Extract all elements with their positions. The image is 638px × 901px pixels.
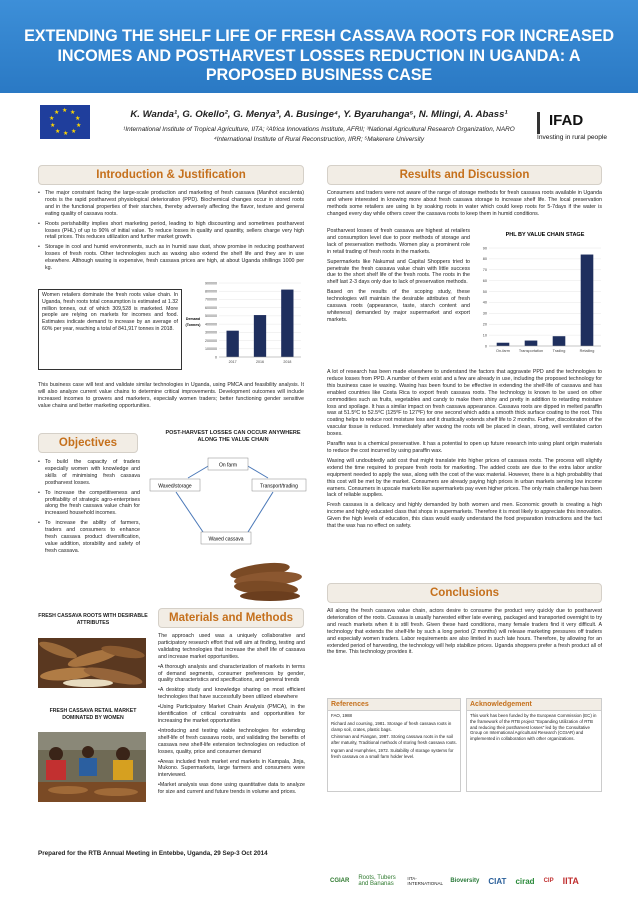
bar xyxy=(281,290,293,357)
cassava-roots-photo xyxy=(230,555,305,603)
x-tick-label: Trading xyxy=(552,349,566,353)
results-paragraph: Paraffin wax is a chemical preservative. It has a potential to open up future research into using plant origin materials to reduce the cost incurred by using paraffin wax. xyxy=(327,441,602,454)
y-tick-label: 30 xyxy=(482,311,487,316)
objective-bullet: • To increase the competitiveness and profitability of strategic agro-enterprises along the fresh cassava value chain for increased household incomes. xyxy=(38,490,140,518)
phl-chart xyxy=(475,228,605,358)
cip-logo: CIP xyxy=(543,878,554,884)
diagram-node-label: Waxed/storage xyxy=(158,483,192,490)
methods-heading: Materials and Methods xyxy=(158,608,304,628)
rtb-logo: Roots, Tubers and Bananas xyxy=(358,875,396,887)
ifad-tagline: Investing in rural people xyxy=(537,134,608,141)
methods-paragraph: •A desktop study and knowledge sharing on most efficient technologies that have successfully been utilized elsewhere xyxy=(158,687,305,701)
intro-bullet: • Roots perishability implies short marketing period, leading to high discounting and sometimes postharvest losses (PHL) of up to 90% of initial value. To reduce losses in quality and quantity, sellers charge very high retail prices. This reduces utilization and further market growth. xyxy=(38,221,304,242)
bar xyxy=(227,331,239,357)
results-paragraph: Fresh cassava is a delicacy and highly demanded by both women and men. Economic growth is creating a high income and highly educated class that shops in supermarkets. Therefore it is most likely to appreciate this innovation. Given the high levels of education, this class would easily understand the food preparation instructions and the fact that the wax has no effect on safety. xyxy=(327,502,602,530)
authors: K. Wanda¹, G. Okello², G. Menya³, A. Businge⁴, Y. Byaruhanga⁵, N. Mlingi, A. Abass¹ xyxy=(130,109,508,120)
footer-note: Prepared for the RTB Annual Meeting in Entebbe, Uganda, 29 Sep-3 Oct 2014 xyxy=(38,850,268,857)
cassava-roots-heap-photo xyxy=(38,638,146,688)
y-tick-label: 90 xyxy=(482,246,487,251)
x-tick-label: 2018 xyxy=(283,360,292,364)
intro-heading: Introduction & Justification xyxy=(38,165,304,185)
methods-paragraph: The approach used was a uniquely collaborative and participatory research effort that will aim at finding, testing and validating technologies that increase the shelf life of cassava and increase market opportunities. xyxy=(158,633,305,660)
y-tick-label: 400000 xyxy=(205,322,217,327)
y-tick-label: 60 xyxy=(482,278,487,283)
roots-caption: FRESH CASSAVA ROOTS WITH DESIRABLE ATTRIBUTES xyxy=(38,613,148,626)
y-axis-label: (Tonnes) xyxy=(185,323,201,327)
poster-title: EXTENDING THE SHELF LIFE OF FRESH CASSAVA ROOTS FOR INCREASED INCOMES AND POSTHARVEST LOSSES REDUCTION IN UGANDA: A PROPOSED BUSINESS CASE xyxy=(24,27,614,84)
conclusions-text: All along the fresh cassava value chain, actors desire to consume the product very quickly due to postharvest deterioration of the roots. Cassava is usually harvested either late evening, packaged and transported overnight to try and reach markets when it is still fresh. Given these hard conditions, many female traders find it very difficult. A technology that extends the shelf-life by such a long period (2 months) will release marketing pressures off traders and especially women traders. Labor requirements are also limited in such late hours. Therefore, by allowing for an extended period of harvesting, the technology will help stabilize prices. Uganda shoppers prefer a fresh product all of the time. This technology provides it. xyxy=(327,608,602,656)
ifad-name: IFAD xyxy=(549,112,584,129)
intro-bullets xyxy=(38,190,304,275)
y-tick-label: 500000 xyxy=(205,314,217,319)
objectives-heading: Objectives xyxy=(38,433,138,453)
references-box xyxy=(327,698,461,792)
y-tick-label: 200000 xyxy=(205,338,217,343)
results-p1: Consumers and traders were not aware of the range of storage methods for fresh cassava roots available in Uganda and where interested in knowing more about fresh cassava storage to increase shelf life. The local preservation methods some retailers are using is by soaking roots in water which could keep roots for 5-7days if the water is changed every day while others cover the cassava roots to keep them in humid conditions. xyxy=(327,190,602,217)
acknowledgement-text: This work has been funded by the European Commission (EC) in the framework of the RTB project "Expanding Utilization of RTB and reducing their postharvest losses" led by the Consultative Group on International Agricultural Research (CGIAR) and implemented in collaboration with other organizations. xyxy=(470,713,597,742)
results-paragraph: Supermarkets like Nakumat and Capital Shoppers tried to penetrate the fresh cassava value chain with little success due to the short shelf life of the fresh roots. The roots in the shelf last 2-3 days only due to lack of preservation methods. xyxy=(327,258,470,286)
affiliations-line2: ⁴International Institute of Rural Reconstruction, IIRR; ⁵Makerere University xyxy=(213,136,425,143)
bioversity-logo: Bioversity xyxy=(450,878,480,884)
header-banner xyxy=(0,0,638,93)
cirad-logo: cirad xyxy=(515,876,535,886)
bar xyxy=(553,336,566,346)
objectives-bullets xyxy=(38,459,140,558)
diagram-node-label: On farm xyxy=(218,462,238,469)
y-tick-label: 900000 xyxy=(205,281,217,286)
x-tick-label: Transportation xyxy=(518,349,544,353)
y-tick-label: 100000 xyxy=(205,347,217,352)
objective-bullet: • To build the capacity of traders especially women with knowledge and skills of minimising fresh cassava postharvest losses. xyxy=(38,459,140,487)
ifad-logo xyxy=(537,112,607,148)
methods-paragraph: •Market analysis was done using quantitative data to analyze for size and current and future trends in volume and prices. xyxy=(158,782,305,796)
cgiar-logo: CGIAR xyxy=(330,878,350,884)
y-tick-label: 600000 xyxy=(205,305,217,310)
iita-logo: IITA xyxy=(562,876,579,886)
y-tick-label: 0 xyxy=(215,355,217,360)
reference-item: Ingram and Humphries, 1972. Suitability of storage systems for fresh cassava on a small farm holder level. xyxy=(331,747,454,759)
bar xyxy=(497,343,510,346)
results-heading: Results and Discussion xyxy=(327,165,602,185)
partner-logos xyxy=(330,866,579,896)
intro-closing: This business case will test and validate similar technologies in Uganda, using PMCA and feasibility analysis. It will also analyze current value chains to determine critical improvements. Development outcomes will include increased incomes to growers and marketers, especially women traders; better functioning gender sensitive value chains and better marketing opportunities. xyxy=(38,382,304,409)
x-tick-label: Retailing xyxy=(579,349,595,353)
y-tick-label: 80 xyxy=(482,257,487,262)
x-tick-label: On-farm xyxy=(496,349,510,353)
y-tick-label: 800000 xyxy=(205,289,217,294)
y-tick-label: 0 xyxy=(484,344,487,349)
diagram-arrows xyxy=(176,462,273,532)
intro-bullet: • The major constraint facing the large-scale production and marketing of fresh cassava (Manihot esculenta) roots is the rapid postharvest physiological deterioration (PPD). Biochemical changes occur in stored roots and in the functional properties of their starches, thereby adversely affecting the flavor, texture and general eating quality of cassava roots. xyxy=(38,190,304,218)
methods-paragraph: •Introducing and testing viable technologies for extending shelf-life of fresh cassava roots, and validating the benefits of cassava new shelf-life extension technologies on reduction of losses, quality, price and consumer demand xyxy=(158,727,305,755)
methods-paragraph: •Areas included fresh market end markets in Kampala, Jinja, Mukono. Supermarkets, large farmers and consumers were interviewed. xyxy=(158,758,305,779)
y-tick-label: 20 xyxy=(482,322,487,327)
results-bottom xyxy=(327,369,602,533)
results-paragraph: Based on the results of the scoping study, these technologies will maintain the desirable attributes of fresh cassava roots (appearance, taste, starch content and whiteness) demanded by major supermarket and export markets. xyxy=(327,289,470,323)
reference-item: Richard and coursing, 1981. Storage of fresh cassava roots in clamp soil, crates, plastic bags. xyxy=(331,720,452,732)
methods-paragraph: •A thorough analysis and characterization of markets in terms of demand segments, consumer preferences by gender, quality characteristics and specifications, and general trends xyxy=(158,663,305,684)
y-tick-label: 700000 xyxy=(205,297,217,302)
intro-bullet: • Storage in cool and humid environments, such as in humid saw dust, show promise in reducing postharvest losses of fresh roots. Other technologies such as waxing also extend the shelf life and they are in use elsewhere. Although waxing is expensive, fresh cassava prices are high, at about Uganda shillings 1000 per kg. xyxy=(38,244,304,272)
bar xyxy=(525,341,538,346)
iita-international-logo: IITA-INTERNATIONAL xyxy=(407,876,444,886)
references-heading: References xyxy=(328,699,460,711)
conclusions-heading: Conclusions xyxy=(327,583,602,603)
x-tick-label: 2017 xyxy=(228,360,237,364)
retail-market-photo xyxy=(38,732,146,802)
diagram-node-label: Waxed cassava xyxy=(208,536,244,543)
market-caption: FRESH CASSAVA RETAIL MARKET DOMINATED BY WOMEN xyxy=(49,708,137,721)
methods-text xyxy=(158,633,305,799)
results-paragraph: Waxing will undoubtedly add cost that might translate into higher prices of cassava roots. The process will slightly extend the time required to prepare fresh roots for marketing. The added costs are due to the extra labor and/or equipment needed to apply the wax, along with the cost of the wax material. However, there is a high probability that this cost will be met by the market. Consumers are already paying high prices in urban markets serving low income earners. Consumers in upscale markets like supermarkets pay even higher prices. The only main challenge has been lack of reliable supplies. xyxy=(327,457,602,499)
ciat-logo: CIAT xyxy=(488,876,507,886)
results-paragraph: Postharvest losses of fresh cassava are highest at retailers and consumption level due to poor methods of storage and lack of preservation methods. Women play a prominent role in retail trading of fresh roots in the markets. xyxy=(327,228,470,255)
diagram-title: POST-HARVEST LOSSES CAN OCCUR ANYWHERE ALONG THE VALUE CHAIN xyxy=(165,430,301,443)
y-tick-label: 300000 xyxy=(205,330,217,335)
results-left-column xyxy=(327,228,470,327)
acknowledgement-box xyxy=(466,698,602,792)
reference-item: Chinsman and Fiangan, 1987. Storing cassava roots in the soil after maturity, Traditional methods of storing fresh cassava roots. xyxy=(331,734,457,746)
results-paragraph: A lot of research has been made elsewhere to understand the factors that aggravate PPD and the technologies to reduce losses from PPD. A number of them exist and a few are already in use, including the proposed technology for this business case ie waxing. Waxing has been found to be effective in extending the shelf-life of cassava and has enabled countries like Costa Rica to export fresh cassava roots. The technology is known to be used on other commodities such as fruits, vegetables and candy to make them shiny and pretty in addition to retarding moisture loss and spoilage. It has a similar impact on fresh cassava appearance. Cassava roots are dipped in melted paraffin wax at 51.5⁰C to 52.5⁰C (125⁰F to 127⁰F) for one second which adds a smooth thick surface coating to the root. This coating helps to reduce root moisture loss and it drastically extends shelf life to 2 months. Further, discoloration of the vascular tissue is reduced. Immediately after waxing the roots will be placed in clean, strong, well ventilated carton boxes. xyxy=(327,369,602,438)
objective-bullet: • To increase the ability of farmers, traders and consumers to enhance fresh cassava product diversification, value addition, storability and safety of fresh cassava. xyxy=(38,520,140,555)
x-tick-label: 2016 xyxy=(256,360,264,364)
methods-paragraph: •Using Participatory Market Chain Analysis (PMCA), in the identification of critical constraints and opportunities for increasing the market opportunities xyxy=(158,704,305,724)
affiliations-line1: ¹International Institute of Tropical Agriculture, IITA; ²Africa Innovations Institute, AFRII; ³National Agricultural Research Organization, NARO xyxy=(123,126,515,133)
reference-item: FAO, 1988 xyxy=(331,713,352,718)
value-chain-diagram xyxy=(148,452,308,562)
bar xyxy=(254,315,266,357)
y-tick-label: 40 xyxy=(482,300,487,305)
diagram-node-label: Transport/trading xyxy=(260,483,298,490)
demand-chart xyxy=(183,279,303,369)
y-tick-label: 50 xyxy=(482,289,487,294)
y-tick-label: 70 xyxy=(482,268,487,273)
women-retailers-box: Women retailers dominate the fresh roots value chain. In Uganda, fresh roots total consumption is estimated at 1.32 million tonnes, out of which 309,528 is marketed. More people are relying on markets for incomes and food. Estimates indicate demand to increase by an average of 60% per year, reaching a total of 841,917 tonnes in 2018. xyxy=(38,289,182,370)
eu-flag-logo: ★ ★ ★ ★ ★ ★ ★ ★ ★ ★ xyxy=(40,105,90,139)
acknowledgement-heading: Acknowledgement xyxy=(467,699,601,711)
y-axis-label: Demand xyxy=(185,317,201,321)
chart-title: PHL BY VALUE CHAIN STAGE xyxy=(505,232,585,238)
bar xyxy=(581,255,594,346)
y-tick-label: 10 xyxy=(482,333,487,338)
